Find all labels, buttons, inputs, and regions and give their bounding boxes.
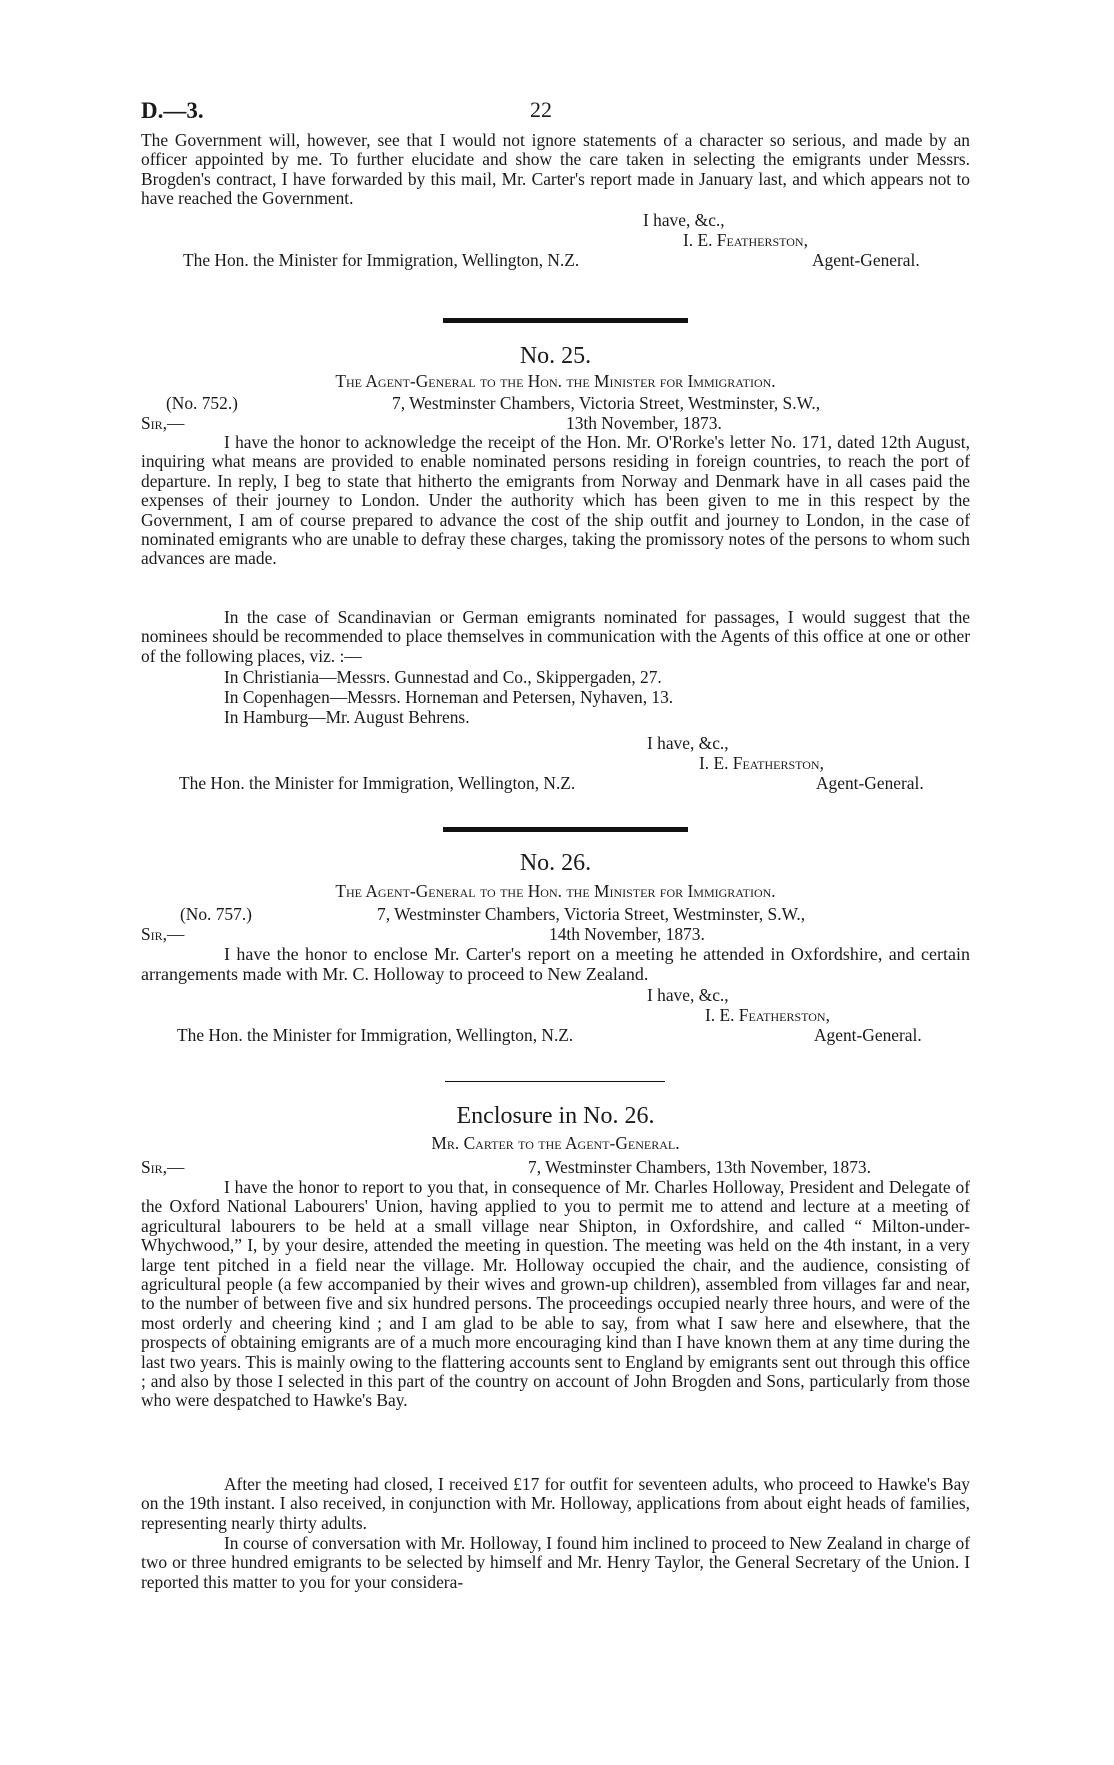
- letter-26-salutation: Sir,—: [141, 924, 185, 944]
- letter-26-number: No. 26.: [519, 850, 592, 876]
- enclosure-paragraph-3: In course of conversation with Mr. Holloway, I found him inclined to proceed to New Zealand in charge of two or three hundred emigrants to be selected by himself and Mr. Henry Taylor, the General Secretary of the Union. I reported this matter to you for your considera-: [141, 1533, 970, 1592]
- intro-signatory: I. E. Featherston,: [683, 230, 808, 250]
- letter-25-ref: (No. 752.): [166, 393, 238, 413]
- letter-25-place: In Copenhagen—Messrs. Horneman and Petersen, Nyhaven, 13.: [224, 687, 674, 707]
- letter-25-paragraph-2: In the case of Scandinavian or German emigrants nominated for passages, I would suggest that the nominees should be recommended to place themselves in communication with the Agents of this office at one or other of the following places, viz. :—: [141, 607, 970, 666]
- letter-25-date: 13th November, 1873.: [566, 413, 722, 433]
- enclosure-salutation: Sir,—: [141, 1157, 185, 1177]
- intro-closing: I have, &c.,: [643, 210, 725, 230]
- letter-25-salutation: Sir,—: [141, 413, 185, 433]
- letter-26-subtitle: The Agent-General to the Hon. the Minister for Immigration.: [335, 881, 776, 901]
- letter-26-addressee: The Hon. the Minister for Immigration, Wellington, N.Z.: [177, 1025, 574, 1045]
- enclosure-subtitle: Mr. Carter to the Agent-General.: [431, 1133, 680, 1153]
- letter-26-closing: I have, &c.,: [647, 985, 729, 1005]
- letter-26-address: 7, Westminster Chambers, Victoria Street, Westminster, S.W.,: [377, 904, 806, 924]
- letter-25-addressee: The Hon. the Minister for Immigration, Wellington, N.Z.: [179, 773, 576, 793]
- letter-25-title: Agent-General.: [816, 773, 924, 793]
- section-divider: [445, 1081, 665, 1082]
- enclosure-paragraph-2: After the meeting had closed, I received £17 for outfit for seventeen adults, who proceed to Hawke's Bay on the 19th instant. I also received, in conjunction with Mr. Holloway, applications from about eight heads of families, representing nearly thirty adults.: [141, 1474, 970, 1533]
- enclosure-heading: Enclosure in No. 26.: [456, 1103, 655, 1129]
- letter-25-place: In Christiania—Messrs. Gunnestad and Co., Skippergaden, 27.: [224, 667, 662, 687]
- enclosure-address-date: 7, Westminster Chambers, 13th November, 1873.: [528, 1157, 871, 1177]
- letter-26-ref: (No. 757.): [180, 904, 252, 924]
- section-divider: [443, 318, 688, 323]
- letter-26-paragraph-1: I have the honor to enclose Mr. Carter's report on a meeting he attended in Oxfordshire, and certain arrangements made with Mr. C. Holloway to proceed to New Zealand.: [141, 944, 970, 984]
- letter-25-address: 7, Westminster Chambers, Victoria Street, Westminster, S.W.,: [392, 393, 821, 413]
- enclosure-paragraph-1: I have the honor to report to you that, in consequence of Mr. Charles Holloway, President and Delegate of the Oxford National Labourers' Union, having applied to you to permit me to attend and lecture at a meeting of agricultural labourers to be held at a small village near Shipton, in Oxfordshire, and called “ Milton-under-Whychwood,” I, by your desire, attended the meeting in question. The meeting was held on the 4th instant, in a very large tent pitched in a field near the village. Mr. Holloway occupied the chair, and the audience, consisting of agricultural people (a few accompanied by their wives and grown-up children), assembled from villages far and near, to the number of between five and six hundred persons. The proceedings occupied nearly three hours, and were of the most orderly and cheering kind ; and I am glad to be able to say, from what I saw here and elsewhere, that the prospects of obtaining emigrants are of a much more encouraging kind than I have known them at any time during the last two years. This is mainly owing to the flattering accounts sent to England by emigrants sent out through this office ; and also by those I selected in this part of the country on account of John Brogden and Sons, particularly from those who were despatched to Hawke's Bay.: [141, 1177, 970, 1411]
- letter-25-subtitle: The Agent-General to the Hon. the Minister for Immigration.: [335, 371, 776, 391]
- letter-25-closing: I have, &c.,: [647, 733, 729, 753]
- letter-25-number: No. 25.: [519, 343, 592, 369]
- letter-26-signatory: I. E. Featherston,: [705, 1005, 830, 1025]
- letter-25-signatory: I. E. Featherston,: [699, 753, 824, 773]
- section-divider: [443, 827, 688, 832]
- intro-title: Agent-General.: [812, 250, 920, 270]
- letter-25-place: In Hamburg—Mr. August Behrens.: [224, 707, 470, 727]
- page-number: 22: [530, 97, 552, 122]
- letter-26-title: Agent-General.: [814, 1025, 922, 1045]
- letter-26-date: 14th November, 1873.: [549, 924, 705, 944]
- document-reference: D.—3.: [141, 98, 204, 123]
- letter-25-paragraph-1: I have the honor to acknowledge the receipt of the Hon. Mr. O'Rorke's letter No. 171, dated 12th August, inquiring what means are provided to enable nominated persons residing in foreign countries, to reach the port of departure. In reply, I beg to state that hitherto the emigrants from Norway and Denmark have in all cases paid the expenses of their journey to London. Under the authority which has been given to me in this respect by the Government, I am of course prepared to advance the cost of the ship outfit and journey to London, in the case of nominated emigrants who are unable to defray these charges, taking the promissory notes of the persons to whom such advances are made.: [141, 432, 970, 569]
- intro-addressee: The Hon. the Minister for Immigration, Wellington, N.Z.: [183, 250, 580, 270]
- intro-paragraph: The Government will, however, see that I would not ignore statements of a character so serious, and made by an officer appointed by me. To further elucidate and show the care taken in selecting the emigrants under Messrs. Brogden's contract, I have forwarded by this mail, Mr. Carter's report made in January last, and which appears not to have reached the Government.: [141, 130, 970, 209]
